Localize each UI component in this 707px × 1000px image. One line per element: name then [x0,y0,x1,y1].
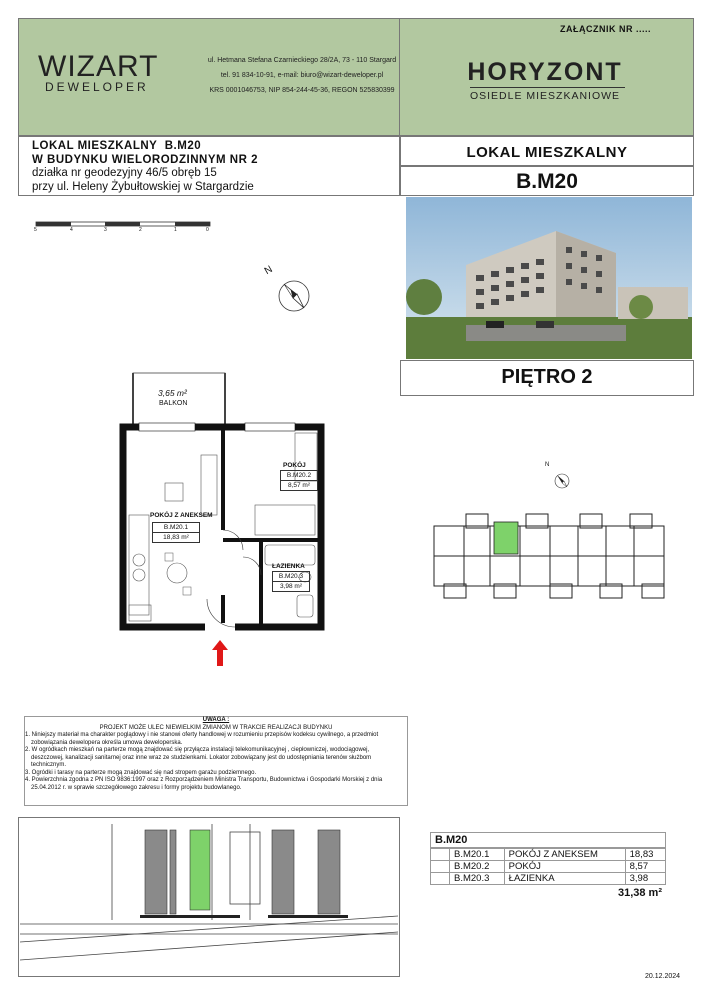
floor-plan [115,365,330,665]
unit-code-label: B.M20 [516,170,578,193]
table-cell-name: ŁAZIENKA [504,873,625,885]
scale-bar [34,221,214,235]
room2-name: POKÓJ [283,462,306,469]
key-plan-highlight [494,522,518,554]
room3-name: ŁAZIENKA [272,563,305,570]
note-4a: 4. Powierzchnia zgodna z PN ISO 9836:1997 oraz z Rozporządzeniem Ministra Transportu, Budownictwa i Gospodarki Morskiej z dnia [25,777,383,783]
estate-underline [470,87,625,88]
contact-registry: KRS 0001046753, NIP 854-244-45-36, REGON 525830399 [209,87,395,94]
table-cell-indent [431,861,450,873]
table-cell-name: POKÓJ [504,861,625,873]
attachment-number: ZAŁĄCZNIK NR ..... [560,24,651,34]
key-plan [430,510,680,606]
table-cell-area: 18,83 [625,849,665,861]
logo-subtitle: DEWELOPER [45,80,149,94]
table-cell-code: B.M20.1 [450,849,505,861]
room3-box [272,571,310,592]
area-table-total: 31,38 m² [617,887,662,899]
note-4b: 25.04.2012 r. w sprawie szczegółowego zakresu i formy projektu budowlanego. [31,784,242,791]
scale-bar-graphic [34,221,214,235]
area-table-body [430,848,666,885]
notes-intro: PROJEKT MOŻE ULEC NIEWIELKIM ZMIANOM W TRAKCIE REALIZACJI BUDYNKU [99,724,333,731]
info-code: B.M20 [164,140,202,152]
note-2a: 2. W ogródkach mieszkań na parterze mogą znajdować się przyłącza instalacji telekomunikacyjnej , ciepłowniczej, wodociągowej, [25,747,370,753]
site-plan-highlight [190,830,210,910]
room1-name: POKÓJ Z ANEKSEM [150,512,213,519]
contact-phone-email: tel. 91 834-10-91, e-mail: biuro@wizart-deweloper.pl [220,72,384,79]
note-2c: technicznym. [31,762,67,768]
area-table-header: B.M20 [430,832,666,848]
estate-subtitle: OSIEDLE MIESZKANIOWE [469,90,621,102]
developer-logo [38,50,158,84]
room1-area: 18,83 m² [163,534,189,541]
info-line-3: działka nr geodezyjny 46/5 obręb 15 [32,167,217,179]
note-3: 3. Ogródki i tarasy na parterze mogą znajdować się nad stropem garażu podziemnego. [25,769,257,776]
unit-type-label: LOKAL MIESZKALNY [466,144,628,161]
building-rendering [406,197,692,359]
compass-north-label: N [262,263,275,278]
site-plan-drawing [20,820,398,975]
note-2b: deszczowej, kanalizacji sanitarnej oraz inne wraz ze studzienkami. Lokator zobowiązany jest do udostępniania terenów służbom [31,754,372,761]
table-cell-name: POKÓJ Z ANEKSEM [504,849,625,861]
compass-small-north: N [545,462,550,468]
info-line-2: W BUDYNKU WIELORODZINNYM NR 2 [32,154,258,166]
table-cell-code: B.M20.2 [450,861,505,873]
info-line-1 [32,140,201,152]
notes-box [24,716,408,806]
area-table [430,832,666,899]
table-cell-area: 3,98 [625,873,665,885]
scale-tick-0: 0 [206,227,209,233]
note-1b: zobowiązania dewelopera określa umowa deweloperska. [31,739,183,746]
room2-box [280,470,318,491]
balcony-area: 3,65 m² [158,388,187,398]
room1-box [152,522,200,543]
room2-area: 8,57 m² [287,482,311,489]
contact-address: ul. Hetmana Stefana Czarnieckiego 28/2A, 73 - 110 Stargard [207,57,397,64]
info-line-4: przy ul. Heleny Żybułtowskiej w Stargardzie [32,181,254,193]
document-date: 20.12.2024 [645,973,681,980]
room2-code: B.M20.2 [281,471,317,481]
entry-arrow-icon [212,640,228,666]
table-row [431,849,666,861]
room3-area: 3,98 m² [279,583,303,590]
key-plan-drawing [430,510,680,606]
compass-main [262,262,322,322]
scale-tick-4: 4 [70,227,73,233]
compass-small-icon [545,462,575,492]
note-1a: 1. Niniejszy materiał ma charakter poglądowy i nie stanowi oferty handlowej w rozumieniu przepisów kodeksu cywilnego, a przedmiot [25,732,379,738]
scale-tick-5: 5 [34,227,37,233]
table-cell-indent [431,873,450,885]
table-cell-area: 8,57 [625,861,665,873]
table-row [431,873,666,885]
floor-plan-drawing [115,365,330,665]
room1-code: B.M20.1 [153,523,199,533]
logo-brand-text: WIZART [38,50,159,83]
balcony-label: BALKON [159,400,188,407]
site-plan [20,820,398,975]
scale-tick-1: 1 [174,227,177,233]
scale-tick-2: 2 [139,227,142,233]
info-type: LOKAL MIESZKALNY [32,140,158,152]
scale-tick-3: 3 [104,227,107,233]
notes-title: UWAGA : [202,717,230,723]
table-row [431,861,666,873]
compass-small [545,462,575,492]
floor-label: PIĘTRO 2 [501,366,593,388]
table-cell-code: B.M20.3 [450,873,505,885]
building-rendering-image [406,197,692,359]
room3-code: B.M20.3 [273,572,309,582]
table-cell-indent [431,849,450,861]
estate-name: HORYZONT [467,58,623,86]
